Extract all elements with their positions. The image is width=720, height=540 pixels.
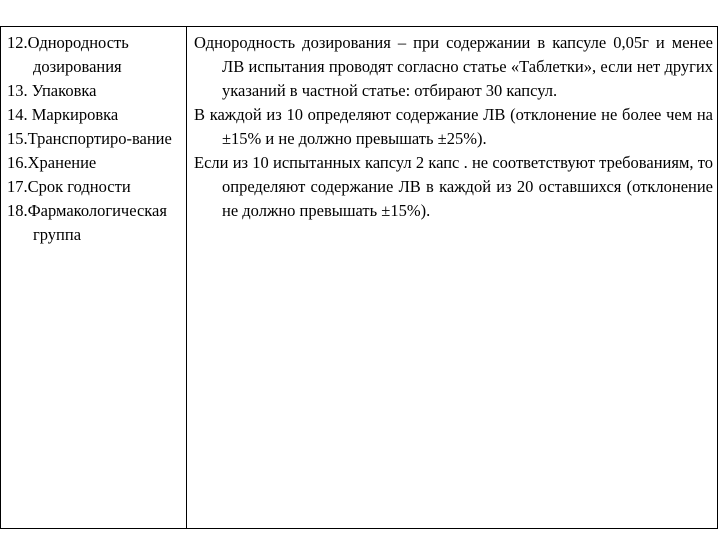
list-item: 18.Фармакологическая группа [7,201,167,244]
right-column [187,27,717,528]
list-item: 17.Срок годности [7,177,131,196]
paragraph-dosing-uniformity: Однородность дозирования – при содержании в капсуле 0,05г и менее ЛВ испытания проводят согласно статье «Таблетки», если нет других указаний в частной статье: отбирают 30 капсул. [194,33,713,100]
list-item: 14. Маркировка [7,105,119,124]
list-item: 13. Упаковка [7,81,97,100]
paragraph-retest-twenty: Если из 10 испытанных капсул 2 капс . не соответствуют требованиям, то определяют содержание ЛВ в каждой из 20 оставшихся (отклонение не должно превышать ±15%). [194,153,713,220]
paragraph-each-of-ten: В каждой из 10 определяют содержание ЛВ (отклонение не более чем на ±15% и не должно превышать ±25%). [194,105,713,148]
list-item: 12.Однородность дозирования [7,33,129,76]
left-column [1,27,187,528]
list-item: 15.Транспортиро-вание [7,129,172,148]
section-list [7,31,182,247]
content-table [0,26,718,529]
list-item: 16.Хранение [7,153,97,172]
